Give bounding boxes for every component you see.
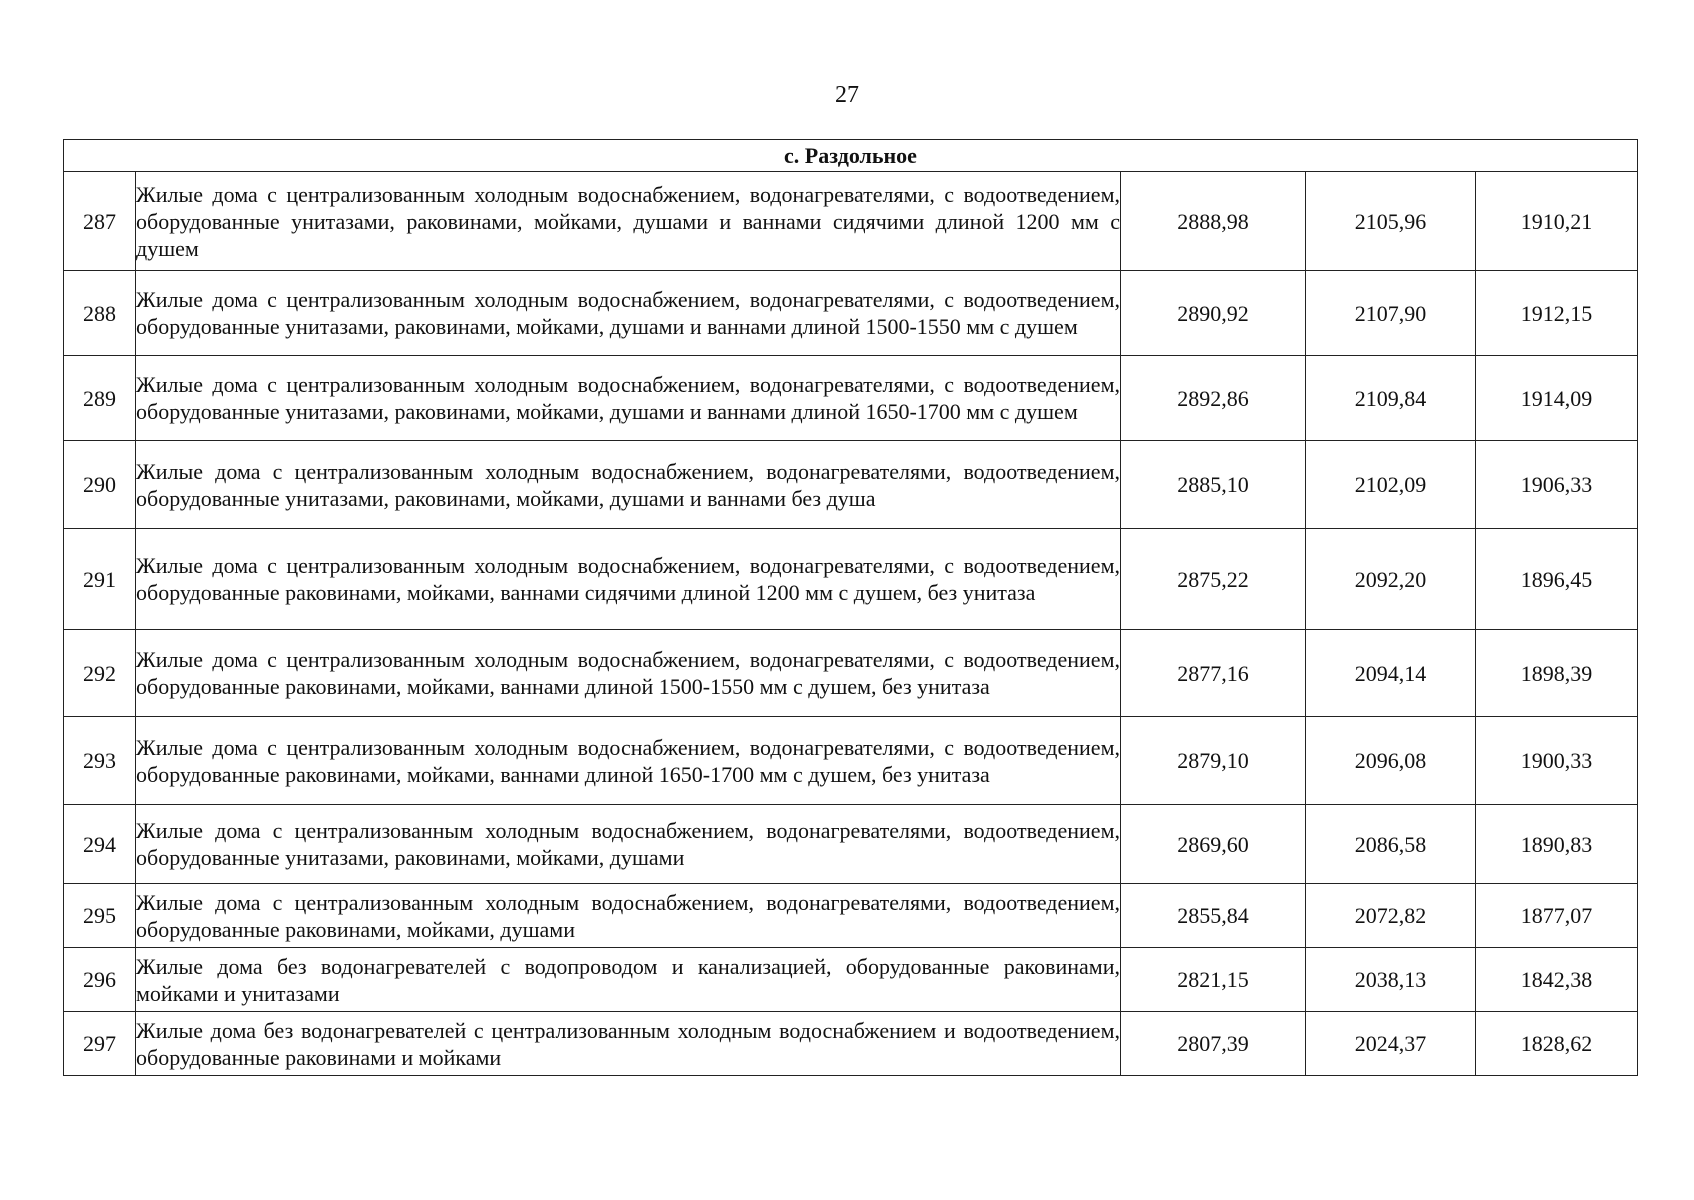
table-row bbox=[64, 441, 1638, 529]
row-value-1: 2821,15 bbox=[1121, 948, 1306, 1012]
row-value-2: 2105,96 bbox=[1306, 172, 1476, 271]
row-description: Жилые дома с централизованным холодным водоснабжением, водонагревателями, водоотведением, оборудованные унитазами, раковинами, мойками, душами и ваннами без душа bbox=[136, 441, 1121, 529]
row-value-2: 2109,84 bbox=[1306, 356, 1476, 441]
row-number: 287 bbox=[64, 172, 136, 271]
table-body bbox=[64, 140, 1638, 1076]
row-description: Жилые дома без водонагревателей с централизованным холодным водоснабжением и водоотведением, оборудованные раковинами и мойками bbox=[136, 1012, 1121, 1076]
row-value-2: 2024,37 bbox=[1306, 1012, 1476, 1076]
row-value-3: 1906,33 bbox=[1476, 441, 1638, 529]
table-row bbox=[64, 529, 1638, 630]
row-value-3: 1877,07 bbox=[1476, 884, 1638, 948]
row-value-2: 2107,90 bbox=[1306, 271, 1476, 356]
row-value-2: 2094,14 bbox=[1306, 630, 1476, 717]
row-value-2: 2038,13 bbox=[1306, 948, 1476, 1012]
table-row bbox=[64, 1012, 1638, 1076]
section-title: с. Раздольное bbox=[64, 140, 1638, 172]
section-header-row bbox=[64, 140, 1638, 172]
table-row bbox=[64, 805, 1638, 884]
row-value-3: 1896,45 bbox=[1476, 529, 1638, 630]
table-row bbox=[64, 630, 1638, 717]
row-value-3: 1912,15 bbox=[1476, 271, 1638, 356]
row-value-2: 2072,82 bbox=[1306, 884, 1476, 948]
row-value-3: 1842,38 bbox=[1476, 948, 1638, 1012]
row-value-1: 2892,86 bbox=[1121, 356, 1306, 441]
row-value-3: 1828,62 bbox=[1476, 1012, 1638, 1076]
row-description: Жилые дома с централизованным холодным водоснабжением, водонагревателями, водоотведением, оборудованные унитазами, раковинами, мойками, душами bbox=[136, 805, 1121, 884]
table-row bbox=[64, 271, 1638, 356]
row-number: 289 bbox=[64, 356, 136, 441]
row-value-3: 1900,33 bbox=[1476, 717, 1638, 805]
row-description: Жилые дома без водонагревателей с водопроводом и канализацией, оборудованные раковинами, мойками и унитазами bbox=[136, 948, 1121, 1012]
row-value-3: 1914,09 bbox=[1476, 356, 1638, 441]
row-value-3: 1910,21 bbox=[1476, 172, 1638, 271]
row-value-2: 2102,09 bbox=[1306, 441, 1476, 529]
row-description: Жилые дома с централизованным холодным водоснабжением, водонагревателями, с водоотведением, оборудованные раковинами, мойками, ваннами сидячими длиной 1200 мм с душем, без унитаза bbox=[136, 529, 1121, 630]
row-description: Жилые дома с централизованным холодным водоснабжением, водонагревателями, водоотведением, оборудованные раковинами, мойками, душами bbox=[136, 884, 1121, 948]
row-description: Жилые дома с централизованным холодным водоснабжением, водонагревателями, с водоотведением, оборудованные унитазами, раковинами, мойками, душами и ваннами длиной 1650-1700 мм с душем bbox=[136, 356, 1121, 441]
table-row bbox=[64, 172, 1638, 271]
row-number: 293 bbox=[64, 717, 136, 805]
table-row bbox=[64, 948, 1638, 1012]
row-description: Жилые дома с централизованным холодным водоснабжением, водонагревателями, с водоотведением, оборудованные раковинами, мойками, ваннами длиной 1500-1550 мм с душем, без унитаза bbox=[136, 630, 1121, 717]
row-value-2: 2096,08 bbox=[1306, 717, 1476, 805]
row-value-1: 2888,98 bbox=[1121, 172, 1306, 271]
page-number: 27 bbox=[835, 82, 859, 108]
row-number: 294 bbox=[64, 805, 136, 884]
row-number: 292 bbox=[64, 630, 136, 717]
table-row bbox=[64, 717, 1638, 805]
row-number: 288 bbox=[64, 271, 136, 356]
tariff-table bbox=[63, 139, 1638, 1076]
row-number: 295 bbox=[64, 884, 136, 948]
row-value-1: 2879,10 bbox=[1121, 717, 1306, 805]
row-number: 290 bbox=[64, 441, 136, 529]
row-value-1: 2875,22 bbox=[1121, 529, 1306, 630]
row-value-1: 2890,92 bbox=[1121, 271, 1306, 356]
row-value-1: 2885,10 bbox=[1121, 441, 1306, 529]
row-value-1: 2877,16 bbox=[1121, 630, 1306, 717]
row-value-3: 1898,39 bbox=[1476, 630, 1638, 717]
row-description: Жилые дома с централизованным холодным водоснабжением, водонагревателями, с водоотведением, оборудованные раковинами, мойками, ваннами длиной 1650-1700 мм с душем, без унитаза bbox=[136, 717, 1121, 805]
row-number: 291 bbox=[64, 529, 136, 630]
row-value-2: 2086,58 bbox=[1306, 805, 1476, 884]
row-value-2: 2092,20 bbox=[1306, 529, 1476, 630]
table-row bbox=[64, 356, 1638, 441]
row-value-1: 2807,39 bbox=[1121, 1012, 1306, 1076]
row-number: 297 bbox=[64, 1012, 136, 1076]
table-row bbox=[64, 884, 1638, 948]
row-value-1: 2869,60 bbox=[1121, 805, 1306, 884]
row-number: 296 bbox=[64, 948, 136, 1012]
row-description: Жилые дома с централизованным холодным водоснабжением, водонагревателями, с водоотведением, оборудованные унитазами, раковинами, мойками, душами и ваннами сидячими длиной 1200 мм с душем bbox=[136, 172, 1121, 271]
row-description: Жилые дома с централизованным холодным водоснабжением, водонагревателями, с водоотведением, оборудованные унитазами, раковинами, мойками, душами и ваннами длиной 1500-1550 мм с душем bbox=[136, 271, 1121, 356]
row-value-3: 1890,83 bbox=[1476, 805, 1638, 884]
row-value-1: 2855,84 bbox=[1121, 884, 1306, 948]
